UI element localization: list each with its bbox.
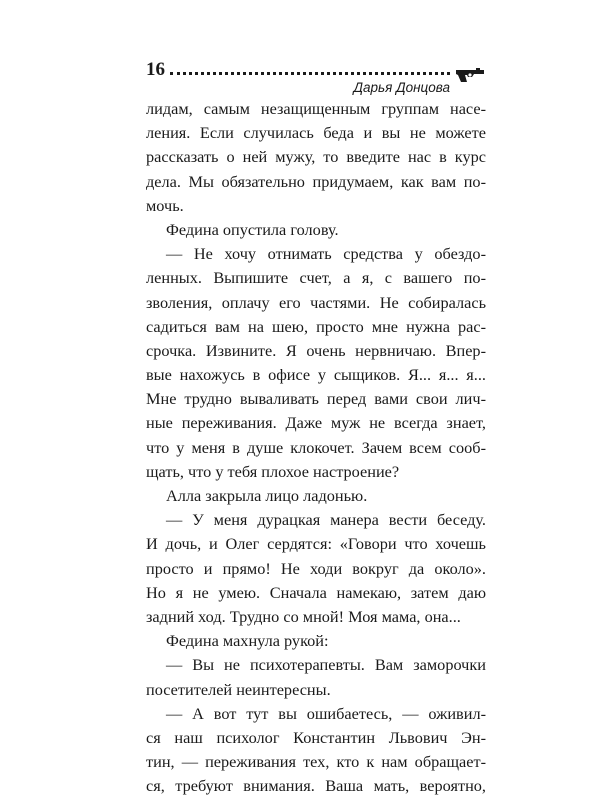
running-head-author: Дарья Донцова [353,80,450,95]
text-line: ления. Если случилась беда и вы не можете [146,123,486,143]
text-line: вые нахожусь в офисе у сыщиков. Я... я... я... [146,365,486,385]
text-line: мочь. [146,195,184,215]
text-line: садиться вам на шею, просто мне нужна рас- [146,316,486,336]
text-line: дела. Мы обязательно придумаем, как вам по- [146,171,486,191]
text-line: щать, что у тебя плохое настроение? [146,461,400,481]
text-line: зволения, оплачу его частями. Не собиралась [146,292,486,312]
dotted-rule [170,72,450,75]
text-line: — У меня дурацкая манера вести беседу. [166,510,486,530]
text-line: Алла закрыла лицо ладонью. [166,486,368,505]
text-line: срочка. Извините. Я очень нервничаю. Впер- [146,340,486,360]
text-line: — А вот тут вы ошибаетесь, — оживил- [166,703,486,723]
text-line: Но я не умею. Сначала намекаю, затем даю [146,582,486,602]
text-line: тин, — переживания тех, кто к нам обращает- [146,752,486,772]
text-line: задний ход. Трудно со мной! Моя мама, она... [146,606,461,626]
text-line: ся, требуют внимания. Ваша мать, вероятно, [146,776,486,796]
revolver-icon [454,64,486,84]
page-number: 16 [146,59,165,80]
text-line: Федина махнула рукой: [166,631,329,651]
text-line: Мне трудно вываливать перед вами свои лич- [146,389,486,409]
text-line: И дочь, и Олег сердятся: «Говори что хочешь [146,534,486,554]
text-line: ся наш психолог Константин Львович Эн- [146,727,486,747]
body-text [146,97,486,798]
text-line: — Вы не психотерапевты. Вам заморочки [166,655,486,675]
text-line: ленных. Выпишите счет, а я, с вашего по- [146,268,486,288]
text-line: Федина опустила голову. [166,219,339,239]
text-line: — Не хочу отнимать средства у обездо- [166,244,486,264]
text-line: что у меня в душе клокочет. Зачем всем сооб- [146,437,486,457]
text-line: просто и прямо! Не ходи вокруг да около». [146,558,486,578]
text-line: лидам, самым незащищенным группам насе- [146,99,486,118]
text-line: посетителей неинтересны. [146,679,331,699]
text-line: ные переживания. Даже муж не всегда знает, [146,413,486,433]
running-header [146,60,486,100]
text-line: рассказать о ней мужу, то введите нас в курс [146,147,486,167]
